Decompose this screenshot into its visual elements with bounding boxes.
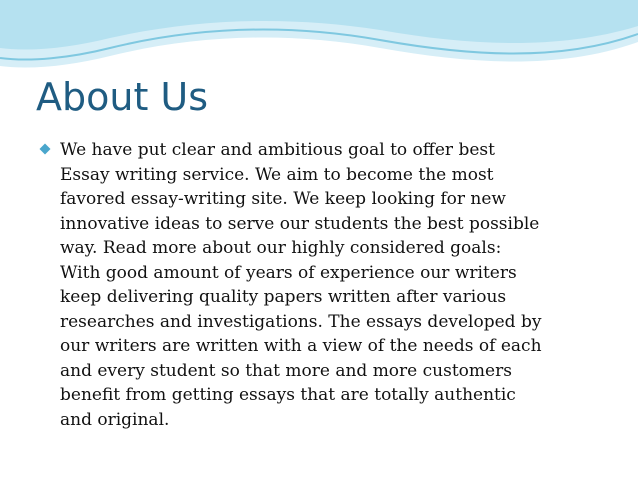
page-title: About Us	[36, 75, 209, 119]
paragraph-line: Essay writing service. We aim to become the most	[60, 164, 494, 185]
bullet-list	[36, 138, 611, 432]
paragraph-line: keep delivering quality papers written after various	[60, 287, 507, 307]
paragraph-line: way. Read more about our highly considered goals:	[60, 238, 502, 258]
paragraph-line: and every student so that more and more customers	[60, 360, 512, 381]
paragraph-line: innovative ideas to serve our students the best possible	[60, 213, 540, 234]
paragraph-line: We have put clear and ambitious goal to offer best	[60, 140, 495, 160]
paragraph-line: favored essay-writing site. We keep looking for new	[60, 189, 506, 209]
list-item	[36, 138, 611, 432]
paragraph-line: benefit from getting essays that are totally authentic	[60, 385, 516, 405]
paragraph-line: researches and investigations. The essays developed by	[60, 311, 542, 332]
paragraph-line: and original.	[60, 409, 170, 430]
paragraph-line: With good amount of years of experience our writers	[60, 262, 517, 283]
header-wave-decoration	[0, 0, 638, 80]
paragraph-line: our writers are written with a view of the needs of each	[60, 336, 542, 356]
diamond-bullet-icon	[39, 143, 51, 155]
about-paragraph	[60, 138, 611, 432]
